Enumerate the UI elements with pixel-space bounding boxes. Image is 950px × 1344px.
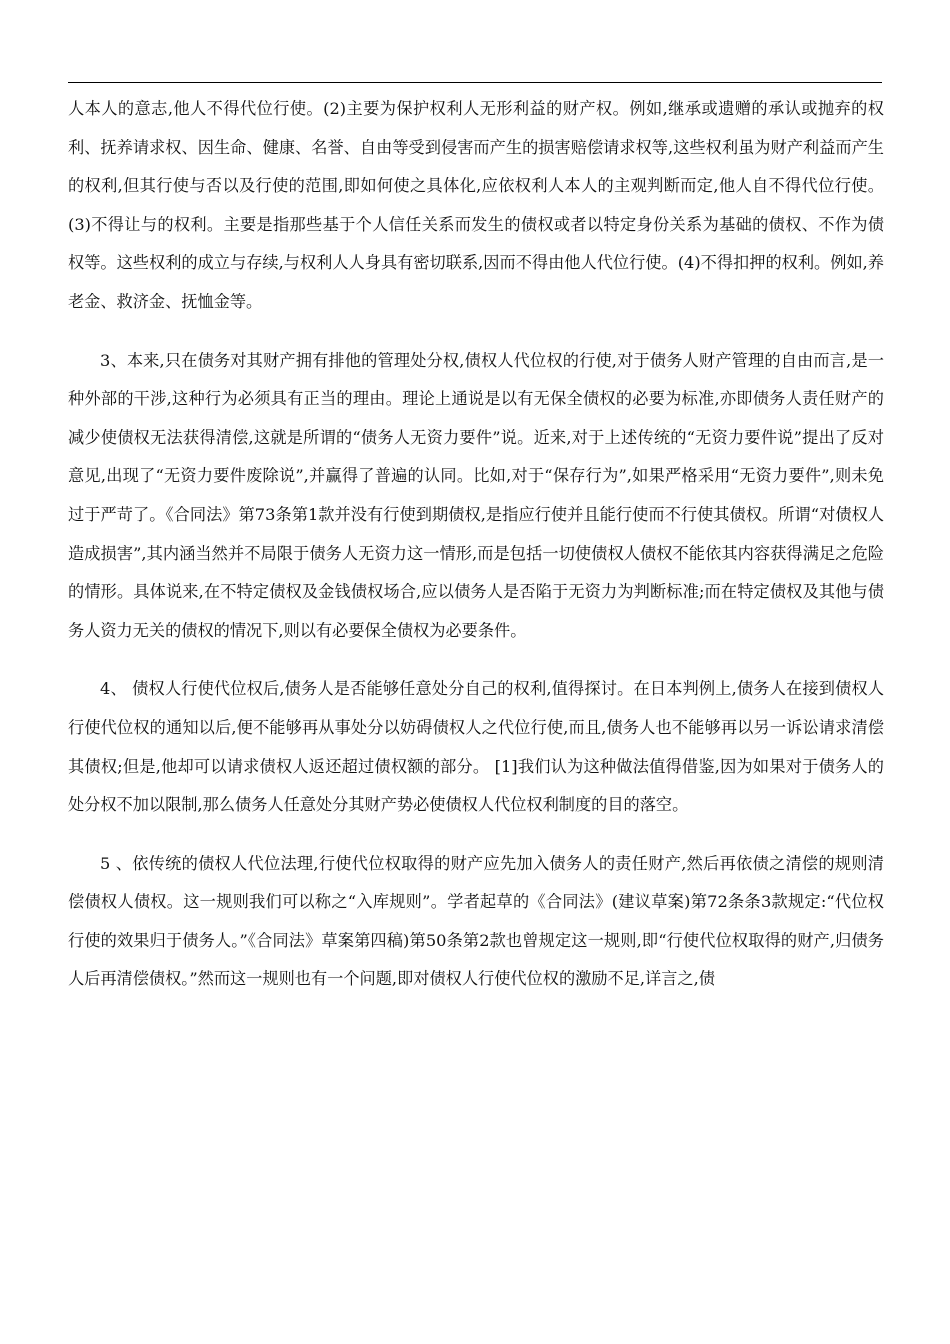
header-rule xyxy=(68,82,882,83)
paragraph-3: 3、本来,只在债务对其财产拥有排他的管理处分权,债权人代位权的行使,对于债务人财产管理的自由而言,是一种外部的干涉,这种行为必须具有正当的理由。理论上通说是以有无保全债权的必要为标准,亦即债务人责任财产的减少使债权无法获得清偿,这就是所谓的“债务人无资力要件”说。近来,对于上述传统的“无资力要件说”提出了反对意见,出现了“无资力要件废除说”,并赢得了普遍的认同。比如,对于“保存行为”,如果严格采用“无资力要件”,则未免过于严苛了。《合同法》第73条第1款并没有行使到期债权,是指应行使并且能行使而不行使其债权。所谓“对债权人造成损害”,其内涵当然并不局限于债务人无资力这一情形,而是包括一切使债权人债权不能依其内容获得满足之危险的情形。具体说来,在不特定债权及金钱债权场合,应以债务人是否陷于无资力为判断标准;而在特定债权及其他与债务人资力无关的债权的情况下,则以有必要保全债权为必要条件。 xyxy=(68,350,884,640)
paragraph-continuation: 人本人的意志,他人不得代位行使。(2)主要为保护权利人无形利益的财产权。例如,继承或遗赠的承认或抛弃的权利、抚养请求权、因生命、健康、名誉、自由等受到侵害而产生的损害赔偿请求权等,这些权利虽为财产利益而产生的权利,但其行使与否以及行使的范围,即如何使之具体化,应依权利人本人的主观判断而定,他人自不得代位行使。(3)不得让与的权利。主要是指那些基于个人信任关系而发生的债权或者以特定身份关系为基础的债权、不作为债权等。这些权利的成立与存续,与权利人人身具有密切联系,因而不得由他人代位行使。(4)不得扣押的权利。例如,养老金、救济金、抚恤金等。 xyxy=(68,99,884,311)
paragraph-4: 4、 债权人行使代位权后,债务人是否能够任意处分自己的权利,值得探讨。在日本判例上,债务人在接到债权人行使代位权的通知以后,便不能够再从事处分以妨碍债权人之代位行使,而且,债务人也不能够再以另一诉讼请求清偿其债权;但是,他却可以请求债权人返还超过债权额的部分。 [1]我们认为这种做法值得借鉴,因为如果对于债务人的处分权不加以限制,那么债务人任意处分其财产势必使债权人代位权利制度的目的落空。 xyxy=(68,679,884,815)
paragraph-5: 5 、依传统的债权人代位法理,行使代位权取得的财产应先加入债务人的责任财产,然后再依债之清偿的规则清偿债权人债权。这一规则我们可以称之“入库规则”。学者起草的《合同法》(建议草案)第72条条3款规定:“代位权行使的效果归于债务人。”《合同法》草案第四稿)第50条第2款也曾规定这一规则,即“行使代位权取得的财产,归债务人后再清偿债权。”然而这一规则也有一个问题,即对债权人行使代位权的激励不足,详言之,债 xyxy=(68,853,884,989)
document-body xyxy=(68,90,884,999)
